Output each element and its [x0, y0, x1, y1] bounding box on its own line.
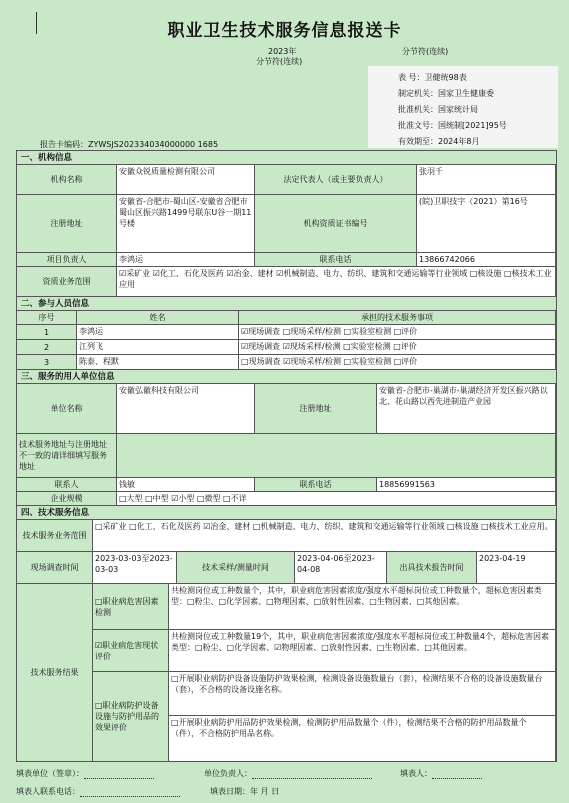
org-phone-label: 联系电话: [255, 253, 417, 267]
section-break-right: 分节符(连续): [402, 47, 449, 56]
client-name-label: 单位名称: [17, 384, 117, 434]
fill-unit-label: 填表单位（签章）：: [16, 769, 84, 778]
legal-rep-value[interactable]: 张羽千: [417, 165, 556, 195]
form-meta-box: [368, 66, 558, 148]
footer-filler: [400, 768, 482, 779]
staff-row-no: 3: [17, 355, 77, 370]
filler-label: 填表人：: [400, 769, 432, 778]
result-detail[interactable]: □开展职业病防护用品防护效果检测，检测防护用品数量个（件），检测结果不合格的防护用品数量个（件），不合格防护用品名称。: [169, 716, 556, 762]
meta-form-no: 表 号：卫健统98表: [398, 73, 467, 82]
staff-row-no: 1: [17, 325, 77, 340]
section-break-left: 分节符(连续): [256, 57, 303, 66]
service-scope-value[interactable]: □采矿业 □化工、石化及医药 ☑冶金、建材 □机械制造、电力、纺织、建筑和交通运输等行业领域 □核设施 □核技术工业应用。: [93, 520, 556, 552]
section-staff-heading: 二、参与人员信息: [17, 297, 556, 311]
report-form: [16, 150, 557, 762]
client-address-label: 注册地址: [255, 384, 377, 434]
result-type-checkbox[interactable]: ☑职业病危害现状评价: [93, 630, 169, 672]
result-type-checkbox[interactable]: □职业病防护设备设施与防护用品的效果评价: [93, 672, 169, 762]
staff-row-items[interactable]: □现场调查 ☑现场采样/检测 □实验室检测 □评价: [239, 355, 556, 370]
qualification-scope-label: 资质业务范围: [17, 267, 117, 297]
client-phone-value[interactable]: 18856991563: [377, 478, 556, 492]
staff-col-name: 姓名: [77, 311, 239, 325]
meta-approve: 批准机关：国家统计局: [398, 105, 478, 114]
survey-time-label: 现场调查时间: [17, 552, 93, 584]
report-time-label: 出具技术报告时间: [387, 552, 477, 584]
company-size-value[interactable]: □大型 □中型 ☑小型 □微型 □不详: [117, 492, 556, 506]
meta-doc-no: 批准文号：国统制[2021]95号: [398, 121, 507, 130]
project-leader-value[interactable]: 李鸿运: [117, 253, 255, 267]
staff-col-no: 序号: [17, 311, 77, 325]
staff-row-no: 2: [17, 340, 77, 355]
client-contact-value[interactable]: 钱敏: [117, 478, 255, 492]
service-address-label: 技术服务地址与注册地址不一致的请详细填写服务地址: [17, 434, 117, 478]
section-client-heading: 三、服务的用人单位信息: [17, 370, 556, 384]
staff-col-items: 承担的技术服务事项: [239, 311, 556, 325]
org-phone-value[interactable]: 13866742066: [417, 253, 556, 267]
footer-fill-date: [210, 786, 279, 797]
fill-date-value[interactable]: 年 月 日: [250, 787, 280, 796]
report-code: 报告卡编码：ZYWSJS202334034000000 1685: [40, 140, 219, 149]
client-phone-label: 联系电话: [255, 478, 377, 492]
cert-no-value[interactable]: (皖)卫职技字（2021）第16号: [417, 195, 556, 253]
section-service-heading: 四、技术服务信息: [17, 506, 556, 520]
unit-leader-label: 单位负责人：: [204, 769, 252, 778]
report-time-value[interactable]: 2023-04-19: [477, 552, 556, 584]
result-detail[interactable]: 共检测岗位或工种数量个，其中，职业病危害因素浓度/强度水平超标岗位或工种数量个，超标危害因素类型：□粉尘、□化学因素、□物理因素、□放射性因素、□生物因素、□其他因素。: [169, 584, 556, 630]
result-detail[interactable]: □开展职业病防护设备设施防护效果检测，检测设备设施数量台（套），检测结果不合格的设备设施数量台（套），不合格的设备设施名称。: [169, 672, 556, 716]
org-name-value[interactable]: 安徽众锐质量检测有限公司: [117, 165, 255, 195]
year-line: 2023年: [268, 47, 297, 56]
qualification-scope-value[interactable]: ☑采矿业 ☑化工、石化及医药 ☑冶金、建材 ☑机械制造、电力、纺织、建筑和交通运输等行业领域 □核设施 □核技术工业应用: [117, 267, 556, 297]
sampling-time-label: 技术采样/测量时间: [177, 552, 295, 584]
fill-unit-field[interactable]: [84, 770, 154, 779]
org-name-label: 机构名称: [17, 165, 117, 195]
result-type-checkbox[interactable]: □职业病危害因素检测: [93, 584, 169, 630]
meta-org: 制定机关：国家卫生健康委: [398, 89, 494, 98]
staff-row-name[interactable]: 陈泰、程默: [77, 355, 239, 370]
result-detail[interactable]: 共检测岗位或工种数量19个，其中，职业病危害因素浓度/强度水平超标岗位或工种数量4个，超标危害因素类型：□粉尘、□化学因素、☑物理因素、□放射性因素、□生物因素、□其他因素。: [169, 630, 556, 672]
fill-date-label: 填表日期：: [210, 787, 250, 796]
client-contact-label: 联系人: [17, 478, 117, 492]
service-scope-label: 技术服务业务范围: [17, 520, 93, 552]
staff-row-items[interactable]: ☑现场调查 □现场采样/检测 □实验室检测 □评价: [239, 325, 556, 340]
meta-valid: 有效期至：2024年8月: [398, 137, 480, 146]
service-result-label: 技术服务结果: [17, 584, 93, 762]
unit-leader-field[interactable]: [252, 770, 372, 779]
org-address-value[interactable]: 安徽省-合肥市-蜀山区-安徽省合肥市蜀山区振兴路1499号联东U谷一期11号楼: [117, 195, 255, 253]
footer-fill-unit: [16, 768, 154, 779]
footer-filler-phone: [16, 786, 180, 797]
legal-rep-label: 法定代表人（或主要负责人）: [255, 165, 417, 195]
filler-phone-label: 填表人联系电话：: [16, 787, 80, 796]
survey-time-value[interactable]: 2023-03-03至2023-03-03: [93, 552, 177, 584]
cert-no-label: 机构资质证书编号: [255, 195, 417, 253]
section-org-heading: 一、机构信息: [17, 151, 556, 165]
service-address-value[interactable]: [117, 434, 556, 478]
client-address-value[interactable]: 安徽省-合肥市-巢湖市-巢湖经济开发区振兴路以北、花山路以西先进制造产业园: [377, 384, 556, 434]
staff-row-name[interactable]: 江列飞: [77, 340, 239, 355]
sampling-time-value[interactable]: 2023-04-06至2023-04-08: [295, 552, 387, 584]
footer-unit-leader: [204, 768, 372, 779]
filler-field[interactable]: [432, 770, 482, 779]
page-title: 职业卫生技术服务信息报送卡: [167, 21, 402, 41]
filler-phone-field[interactable]: [80, 788, 180, 797]
staff-row-name[interactable]: 李鸿运: [77, 325, 239, 340]
project-leader-label: 项目负责人: [17, 253, 117, 267]
client-name-value[interactable]: 安徽弘徽科技有限公司: [117, 384, 255, 434]
staff-row-items[interactable]: ☑现场调查 ☑现场采样/检测 □实验室检测 □评价: [239, 340, 556, 355]
company-size-label: 企业规模: [17, 492, 117, 506]
org-address-label: 注册地址: [17, 195, 117, 253]
